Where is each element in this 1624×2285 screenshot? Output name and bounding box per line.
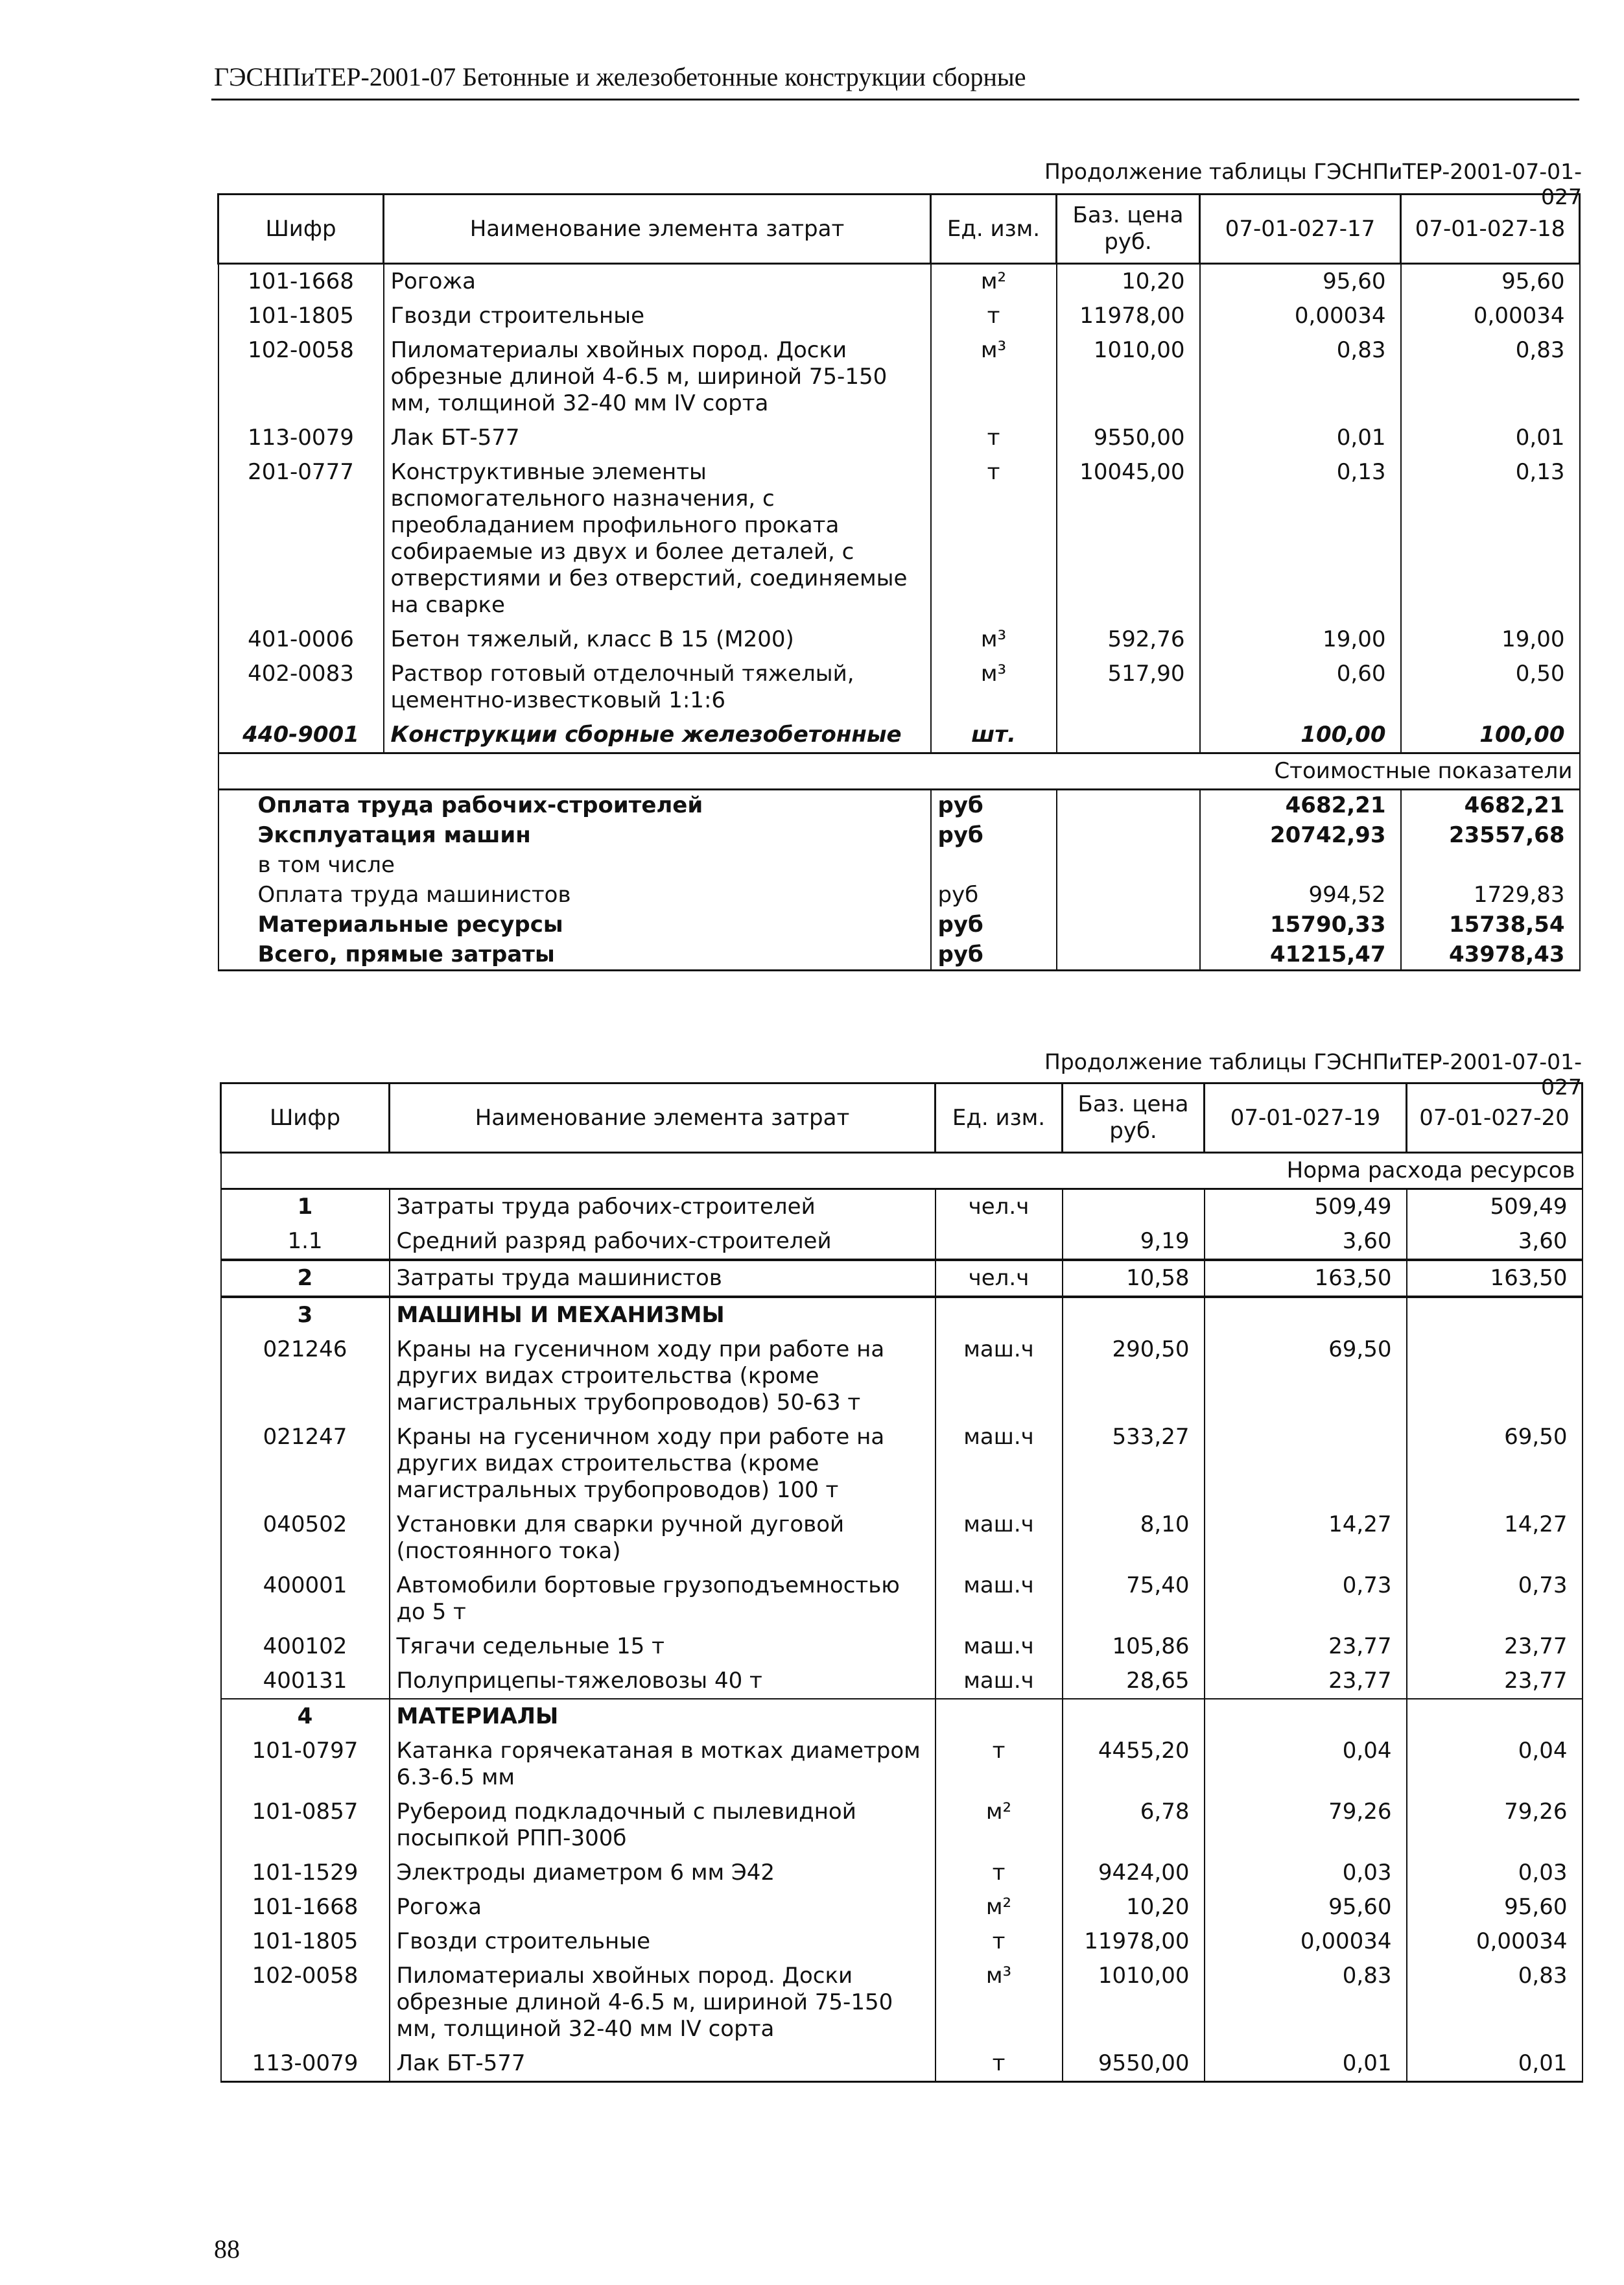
cell-unit bbox=[936, 1699, 1063, 1734]
cell-code: 101-1668 bbox=[218, 264, 384, 300]
cell-name: Лак БТ-577 bbox=[384, 421, 931, 455]
cell-price: 75,40 bbox=[1063, 1569, 1205, 1629]
cell-value-b: 0,01 bbox=[1407, 2046, 1583, 2082]
cell-value-a: 0,83 bbox=[1205, 1959, 1407, 2046]
col-code: Шифр bbox=[221, 1083, 390, 1153]
cell-code: 021247 bbox=[221, 1420, 390, 1508]
cell-code: 402-0083 bbox=[218, 657, 384, 718]
cell-value-a: 69,50 bbox=[1205, 1332, 1407, 1420]
cell-price: 11978,00 bbox=[1063, 1924, 1205, 1959]
cost-value-a: 41215,47 bbox=[1200, 940, 1401, 971]
table-row bbox=[221, 1260, 1583, 1297]
cost-value-b: 43978,43 bbox=[1401, 940, 1580, 971]
cell-price: 10,20 bbox=[1057, 264, 1200, 300]
cost-name: Всего, прямые затраты bbox=[218, 940, 931, 971]
cost-price bbox=[1057, 880, 1200, 910]
section-label: Норма расхода ресурсов bbox=[221, 1153, 1583, 1189]
cell-price: 10045,00 bbox=[1057, 455, 1200, 622]
table-row bbox=[221, 1224, 1583, 1260]
cell-value-b: 0,50 bbox=[1401, 657, 1580, 718]
cell-price: 517,90 bbox=[1057, 657, 1200, 718]
cost-unit: руб bbox=[931, 820, 1057, 850]
cell-code: 1 bbox=[221, 1189, 390, 1225]
cell-price bbox=[1057, 718, 1200, 753]
cell-value-b: 14,27 bbox=[1407, 1508, 1583, 1569]
cell-code: 2 bbox=[221, 1260, 390, 1297]
cost-row bbox=[218, 820, 1580, 850]
cell-name: Средний разряд рабочих-строителей bbox=[390, 1224, 936, 1260]
table2 bbox=[220, 1082, 1583, 2083]
cell-value-a: 14,27 bbox=[1205, 1508, 1407, 1569]
cell-name: Рубероид подкладочный с пылевидной посыпкой РПП-300б bbox=[390, 1795, 936, 1856]
cell-name: МАТЕРИАЛЫ bbox=[390, 1699, 936, 1734]
cell-value-b bbox=[1407, 1332, 1583, 1420]
cost-row bbox=[218, 910, 1580, 940]
cell-value-b: 0,73 bbox=[1407, 1569, 1583, 1629]
cell-unit: м³ bbox=[936, 1959, 1063, 2046]
cell-code: 101-1805 bbox=[218, 299, 384, 333]
cell-price: 9424,00 bbox=[1063, 1856, 1205, 1890]
cell-value-b: 0,83 bbox=[1407, 1959, 1583, 2046]
cell-value-a: 0,01 bbox=[1205, 2046, 1407, 2082]
col-name: Наименование элемента затрат bbox=[390, 1083, 936, 1153]
cell-unit: шт. bbox=[931, 718, 1057, 753]
cost-name: Материальные ресурсы bbox=[218, 910, 931, 940]
cell-name: Конструкции сборные железобетонные bbox=[384, 718, 931, 753]
cell-code: 113-0079 bbox=[221, 2046, 390, 2082]
cell-value-b: 23,77 bbox=[1407, 1629, 1583, 1664]
cell-value-a: 0,13 bbox=[1200, 455, 1401, 622]
cell-unit: м² bbox=[936, 1890, 1063, 1924]
cell-code: 101-1805 bbox=[221, 1924, 390, 1959]
cell-unit: м³ bbox=[931, 333, 1057, 421]
cost-value-b: 23557,68 bbox=[1401, 820, 1580, 850]
cost-unit: руб bbox=[931, 940, 1057, 971]
cell-value-a: 3,60 bbox=[1205, 1224, 1407, 1260]
cell-code: 440-9001 bbox=[218, 718, 384, 753]
table-row bbox=[221, 1297, 1583, 1332]
col-code-a: 07-01-027-19 bbox=[1205, 1083, 1407, 1153]
cell-unit: м² bbox=[931, 264, 1057, 300]
cell-unit: м³ bbox=[931, 622, 1057, 657]
cell-name: Пиломатериалы хвойных пород. Доски обрезные длиной 4-6.5 м, шириной 75-150 мм, толщиной 32-40 мм IV сорта bbox=[384, 333, 931, 421]
cell-name: Катанка горячекатаная в мотках диаметром 6.3-6.5 мм bbox=[390, 1734, 936, 1795]
cost-name: Эксплуатация машин bbox=[218, 820, 931, 850]
cell-value-b: 69,50 bbox=[1407, 1420, 1583, 1508]
cost-value-a bbox=[1200, 850, 1401, 880]
cell-code: 201-0777 bbox=[218, 455, 384, 622]
col-price: Баз. цена руб. bbox=[1063, 1083, 1205, 1153]
cell-price: 4455,20 bbox=[1063, 1734, 1205, 1795]
table-row bbox=[221, 1856, 1583, 1890]
table-row bbox=[221, 1795, 1583, 1856]
cell-value-b: 0,00034 bbox=[1401, 299, 1580, 333]
table-row bbox=[221, 1629, 1583, 1664]
table1 bbox=[217, 193, 1581, 971]
cell-value-b: 100,00 bbox=[1401, 718, 1580, 753]
table-row bbox=[221, 1664, 1583, 1699]
cell-value-b: 95,60 bbox=[1407, 1890, 1583, 1924]
cell-price: 6,78 bbox=[1063, 1795, 1205, 1856]
cell-unit: т bbox=[931, 455, 1057, 622]
table-row bbox=[221, 1420, 1583, 1508]
cell-value-b bbox=[1407, 1297, 1583, 1332]
cell-value-a: 0,00034 bbox=[1205, 1924, 1407, 1959]
col-code: Шифр bbox=[218, 195, 384, 264]
table-row bbox=[218, 299, 1580, 333]
cell-value-a: 0,73 bbox=[1205, 1569, 1407, 1629]
cost-row bbox=[218, 940, 1580, 971]
cell-name: Конструктивные элементы вспомогательного назначения, с преобладанием профильного проката собираемые из двух и более деталей, с отверстиями и без отверстий, соединяемые на сварке bbox=[384, 455, 931, 622]
cost-name: Оплата труда рабочих-строителей bbox=[218, 790, 931, 821]
cell-value-a: 19,00 bbox=[1200, 622, 1401, 657]
cost-price bbox=[1057, 850, 1200, 880]
cell-name: Затраты труда машинистов bbox=[390, 1260, 936, 1297]
table-row bbox=[221, 2046, 1583, 2082]
table1-continuation: Продолжение таблицы ГЭСНПиТЕР-2001-07-01-027 bbox=[1044, 159, 1582, 209]
col-code-b: 07-01-027-18 bbox=[1401, 195, 1580, 264]
cell-unit: т bbox=[936, 1734, 1063, 1795]
table-row bbox=[221, 1569, 1583, 1629]
running-header: ГЭСНПиТЕР-2001-07 Бетонные и железобетонные конструкции сборные bbox=[214, 62, 1026, 91]
cell-unit: чел.ч bbox=[936, 1260, 1063, 1297]
cell-value-a: 0,60 bbox=[1200, 657, 1401, 718]
cell-code: 101-0857 bbox=[221, 1795, 390, 1856]
cell-unit bbox=[936, 1297, 1063, 1332]
cell-price: 9,19 bbox=[1063, 1224, 1205, 1260]
cell-unit: маш.ч bbox=[936, 1569, 1063, 1629]
cell-name: Рогожа bbox=[384, 264, 931, 300]
cell-name: Установки для сварки ручной дуговой (постоянного тока) bbox=[390, 1508, 936, 1569]
cell-code: 3 bbox=[221, 1297, 390, 1332]
cell-price: 105,86 bbox=[1063, 1629, 1205, 1664]
cost-unit bbox=[931, 850, 1057, 880]
cell-value-b: 95,60 bbox=[1401, 264, 1580, 300]
cell-name: МАШИНЫ И МЕХАНИЗМЫ bbox=[390, 1297, 936, 1332]
cell-code: 102-0058 bbox=[218, 333, 384, 421]
table2-continuation: Продолжение таблицы ГЭСНПиТЕР-2001-07-01-027 bbox=[1044, 1049, 1582, 1100]
table-row bbox=[218, 421, 1580, 455]
cell-unit: т bbox=[931, 421, 1057, 455]
cell-code: 101-1668 bbox=[221, 1890, 390, 1924]
cell-value-a bbox=[1205, 1699, 1407, 1734]
cell-name: Затраты труда рабочих-строителей bbox=[390, 1189, 936, 1225]
cell-value-a: 79,26 bbox=[1205, 1795, 1407, 1856]
cost-row bbox=[218, 850, 1580, 880]
cost-value-b: 4682,21 bbox=[1401, 790, 1580, 821]
cell-unit: чел.ч bbox=[936, 1189, 1063, 1225]
cost-price bbox=[1057, 910, 1200, 940]
header-rule bbox=[211, 99, 1579, 101]
cell-code: 113-0079 bbox=[218, 421, 384, 455]
cell-value-b bbox=[1407, 1699, 1583, 1734]
cost-unit: руб bbox=[931, 880, 1057, 910]
cell-value-a: 95,60 bbox=[1200, 264, 1401, 300]
section-label: Стоимостные показатели bbox=[218, 753, 1580, 790]
cost-price bbox=[1057, 940, 1200, 971]
cost-price bbox=[1057, 820, 1200, 850]
cell-unit: маш.ч bbox=[936, 1508, 1063, 1569]
cell-unit: т bbox=[936, 1924, 1063, 1959]
cell-name: Краны на гусеничном ходу при работе на других видах строительства (кроме магистральных трубопроводов) 100 т bbox=[390, 1420, 936, 1508]
cell-code: 1.1 bbox=[221, 1224, 390, 1260]
cell-name: Гвозди строительные bbox=[384, 299, 931, 333]
cost-unit: руб bbox=[931, 910, 1057, 940]
col-unit: Ед. изм. bbox=[936, 1083, 1063, 1153]
cell-value-b: 0,04 bbox=[1407, 1734, 1583, 1795]
cell-value-b: 0,13 bbox=[1401, 455, 1580, 622]
cell-value-a: 0,04 bbox=[1205, 1734, 1407, 1795]
cell-price bbox=[1063, 1699, 1205, 1734]
cell-code: 040502 bbox=[221, 1508, 390, 1569]
cell-value-a bbox=[1205, 1420, 1407, 1508]
table-row bbox=[218, 455, 1580, 622]
page-number: 88 bbox=[214, 2234, 240, 2264]
cost-price bbox=[1057, 790, 1200, 821]
cell-unit: т bbox=[936, 2046, 1063, 2082]
col-name: Наименование элемента затрат bbox=[384, 195, 931, 264]
cell-name: Электроды диаметром 6 мм Э42 bbox=[390, 1856, 936, 1890]
cell-price: 9550,00 bbox=[1057, 421, 1200, 455]
cost-name: Оплата труда машинистов bbox=[218, 880, 931, 910]
cell-price: 592,76 bbox=[1057, 622, 1200, 657]
table-row bbox=[218, 718, 1580, 753]
cell-unit: маш.ч bbox=[936, 1332, 1063, 1420]
cell-value-a: 100,00 bbox=[1200, 718, 1401, 753]
col-code-a: 07-01-027-17 bbox=[1200, 195, 1401, 264]
col-code-b: 07-01-027-20 bbox=[1407, 1083, 1583, 1153]
cell-value-a: 95,60 bbox=[1205, 1890, 1407, 1924]
cell-value-a: 23,77 bbox=[1205, 1664, 1407, 1699]
cell-name: Автомобили бортовые грузоподъемностью до 5 т bbox=[390, 1569, 936, 1629]
cell-unit: м² bbox=[936, 1795, 1063, 1856]
cell-value-b: 23,77 bbox=[1407, 1664, 1583, 1699]
cost-value-a: 15790,33 bbox=[1200, 910, 1401, 940]
cell-price: 10,20 bbox=[1063, 1890, 1205, 1924]
cell-name: Рогожа bbox=[390, 1890, 936, 1924]
cell-unit: м³ bbox=[931, 657, 1057, 718]
cell-value-a: 23,77 bbox=[1205, 1629, 1407, 1664]
table-row bbox=[218, 657, 1580, 718]
cost-value-b: 15738,54 bbox=[1401, 910, 1580, 940]
cell-unit bbox=[936, 1224, 1063, 1260]
cell-code: 401-0006 bbox=[218, 622, 384, 657]
cell-name: Пиломатериалы хвойных пород. Доски обрезные длиной 4-6.5 м, шириной 75-150 мм, толщиной 32-40 мм IV сорта bbox=[390, 1959, 936, 2046]
cell-code: 400102 bbox=[221, 1629, 390, 1664]
cell-price bbox=[1063, 1189, 1205, 1225]
cell-price bbox=[1063, 1297, 1205, 1332]
cell-price: 1010,00 bbox=[1063, 1959, 1205, 2046]
table-row bbox=[221, 1332, 1583, 1420]
cell-code: 101-0797 bbox=[221, 1734, 390, 1795]
cell-price: 9550,00 bbox=[1063, 2046, 1205, 2082]
cell-value-b: 0,01 bbox=[1401, 421, 1580, 455]
cell-unit: т bbox=[931, 299, 1057, 333]
cell-value-a bbox=[1205, 1297, 1407, 1332]
table-row bbox=[221, 1734, 1583, 1795]
cell-code: 021246 bbox=[221, 1332, 390, 1420]
cell-unit: т bbox=[936, 1856, 1063, 1890]
cell-value-b: 79,26 bbox=[1407, 1795, 1583, 1856]
cell-unit: маш.ч bbox=[936, 1420, 1063, 1508]
cell-value-b: 0,83 bbox=[1401, 333, 1580, 421]
cell-name: Тягачи седельные 15 т bbox=[390, 1629, 936, 1664]
cost-name: в том числе bbox=[218, 850, 931, 880]
cell-value-b: 509,49 bbox=[1407, 1189, 1583, 1225]
table-row bbox=[221, 1508, 1583, 1569]
cell-code: 4 bbox=[221, 1699, 390, 1734]
cost-value-b bbox=[1401, 850, 1580, 880]
table-row bbox=[218, 333, 1580, 421]
cost-value-b: 1729,83 bbox=[1401, 880, 1580, 910]
cell-price: 8,10 bbox=[1063, 1508, 1205, 1569]
cell-value-a: 509,49 bbox=[1205, 1189, 1407, 1225]
table-row bbox=[221, 1189, 1583, 1225]
cell-name: Гвозди строительные bbox=[390, 1924, 936, 1959]
cell-value-b: 0,00034 bbox=[1407, 1924, 1583, 1959]
cell-unit: маш.ч bbox=[936, 1664, 1063, 1699]
cell-name: Лак БТ-577 bbox=[390, 2046, 936, 2082]
cost-value-a: 20742,93 bbox=[1200, 820, 1401, 850]
cell-name: Полуприцепы-тяжеловозы 40 т bbox=[390, 1664, 936, 1699]
cell-value-b: 3,60 bbox=[1407, 1224, 1583, 1260]
cell-name: Краны на гусеничном ходу при работе на других видах строительства (кроме магистральных трубопроводов) 50-63 т bbox=[390, 1332, 936, 1420]
cell-price: 11978,00 bbox=[1057, 299, 1200, 333]
cell-name: Раствор готовый отделочный тяжелый, цементно-известковый 1:1:6 bbox=[384, 657, 931, 718]
table-row bbox=[221, 1959, 1583, 2046]
cell-price: 10,58 bbox=[1063, 1260, 1205, 1297]
cell-value-b: 163,50 bbox=[1407, 1260, 1583, 1297]
cell-price: 533,27 bbox=[1063, 1420, 1205, 1508]
cell-value-a: 0,83 bbox=[1200, 333, 1401, 421]
cell-value-a: 0,03 bbox=[1205, 1856, 1407, 1890]
col-price: Баз. цена руб. bbox=[1057, 195, 1200, 264]
cost-value-a: 994,52 bbox=[1200, 880, 1401, 910]
table-row bbox=[221, 1924, 1583, 1959]
cost-row bbox=[218, 790, 1580, 821]
cell-value-a: 163,50 bbox=[1205, 1260, 1407, 1297]
cell-code: 400001 bbox=[221, 1569, 390, 1629]
cell-price: 290,50 bbox=[1063, 1332, 1205, 1420]
cost-value-a: 4682,21 bbox=[1200, 790, 1401, 821]
table-row bbox=[221, 1699, 1583, 1734]
cell-name: Бетон тяжелый, класс В 15 (М200) bbox=[384, 622, 931, 657]
cost-row bbox=[218, 880, 1580, 910]
cell-value-a: 0,01 bbox=[1200, 421, 1401, 455]
table-row bbox=[218, 622, 1580, 657]
cell-price: 1010,00 bbox=[1057, 333, 1200, 421]
cell-code: 400131 bbox=[221, 1664, 390, 1699]
cell-code: 102-0058 bbox=[221, 1959, 390, 2046]
cell-price: 28,65 bbox=[1063, 1664, 1205, 1699]
col-unit: Ед. изм. bbox=[931, 195, 1057, 264]
cell-code: 101-1529 bbox=[221, 1856, 390, 1890]
cell-value-b: 19,00 bbox=[1401, 622, 1580, 657]
table-row bbox=[218, 264, 1580, 300]
cell-unit: маш.ч bbox=[936, 1629, 1063, 1664]
table-row bbox=[221, 1890, 1583, 1924]
cell-value-a: 0,00034 bbox=[1200, 299, 1401, 333]
cell-value-b: 0,03 bbox=[1407, 1856, 1583, 1890]
cost-unit: руб bbox=[931, 790, 1057, 821]
